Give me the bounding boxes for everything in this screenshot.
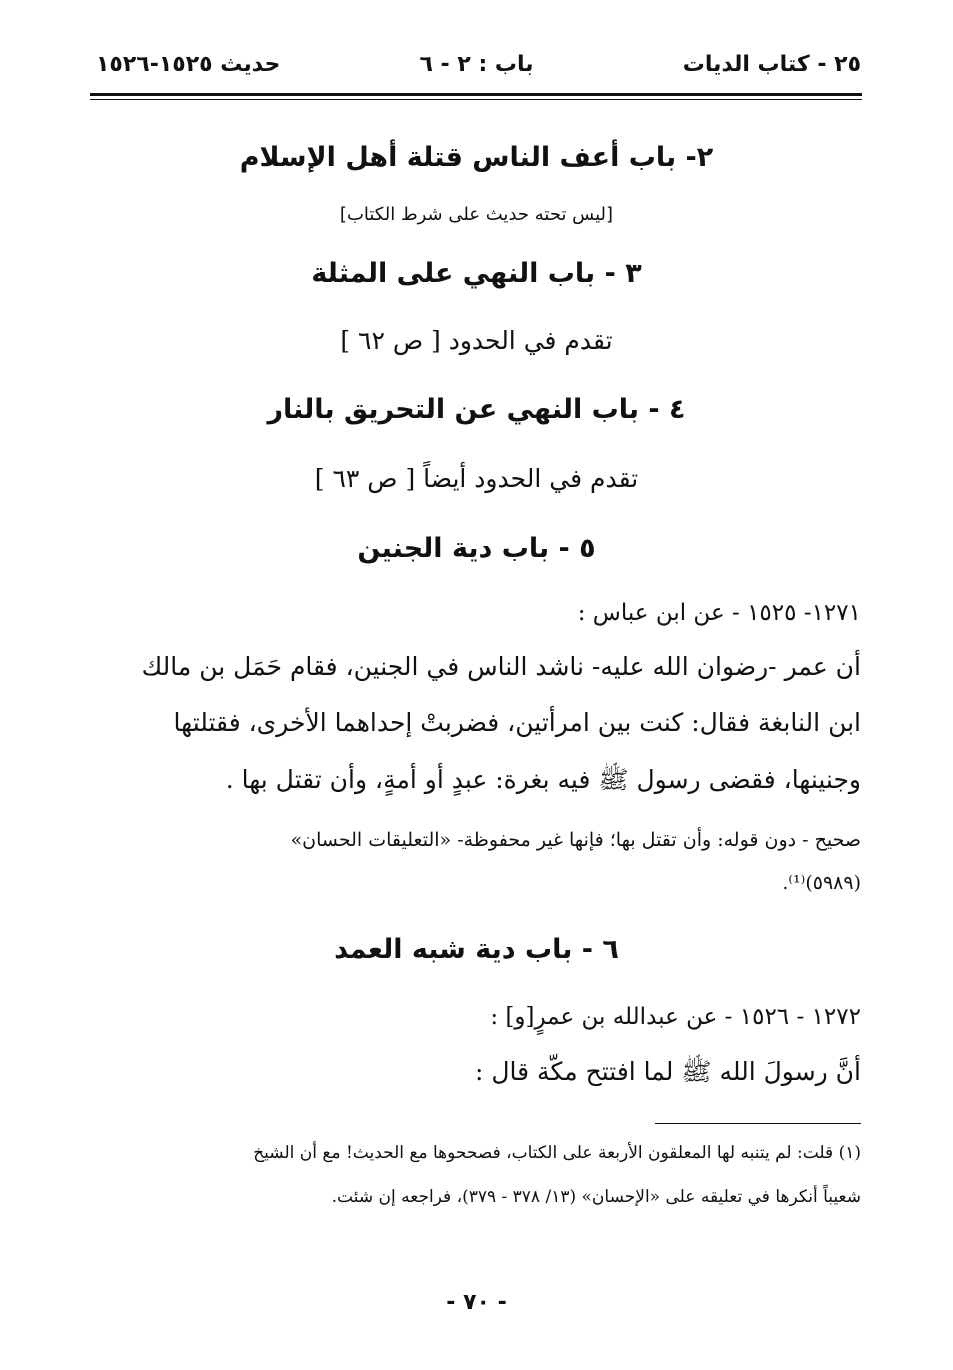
chapter-4-title: ٤ - باب النهي عن التحريق بالنار	[267, 394, 686, 425]
hadith-1271-grade-line-2: (٥٩٨٩)⁽¹⁾.	[782, 872, 861, 894]
hadith-1271-line-1: أن عمر -رضوان الله عليه- ناشد الناس في الجنين، فقام حَمَل بن مالك	[141, 652, 861, 681]
hadith-1271-line-2: ابن النابغة فقال: كنت بين امرأتين، فضربتْ إحداهما الأخرى، فقتلتها	[173, 708, 861, 737]
footnote-separator	[655, 1123, 861, 1124]
page-number: - ٧٠ -	[446, 1290, 507, 1315]
header-rule-thick	[90, 93, 862, 96]
hadith-1272-number: ١٢٧٢ - ١٥٢٦ - عن عبدالله بن عمرٍ[و] :	[490, 1004, 861, 1030]
chapter-4-reference: تقدم في الحدود أيضاً [ ص ٦٣ ]	[314, 464, 639, 493]
hadith-1271-line-3: وجنينها، فقضى رسول ﷺ فيه بغرة: عبدٍ أو أمةٍ، وأن تقتل بها .	[225, 765, 861, 794]
chapter-5-title: ٥ - باب دية الجنين	[357, 533, 596, 564]
footnote-1-line-1: (١) قلت: لم يتنبه لها المعلقون الأربعة على الكتاب، فصححوها مع الحديث! مع أن الشيخ	[253, 1143, 861, 1163]
hadith-1271-number: ١٢٧١- ١٥٢٥ - عن ابن عباس :	[577, 600, 861, 626]
hadith-1272-line-1: أنَّ رسولَ الله ﷺ لما افتتح مكّة قال :	[475, 1057, 861, 1086]
running-header-hadith-range: حديث ١٥٢٥-١٥٢٦	[96, 52, 281, 77]
chapter-3-title: ٣ - باب النهي على المثلة	[311, 258, 642, 289]
chapter-3-reference: تقدم في الحدود [ ص ٦٢ ]	[340, 326, 613, 355]
hadith-1271-grade-line-1: صحيح - دون قوله: وأن تقتل بها؛ فإنها غير محفوظة- «التعليقات الحسان»	[290, 829, 861, 851]
footnote-1-line-2: شعيباً أنكرها في تعليقه على «الإحسان» (١٣/ ٣٧٨ - ٣٧٩)، فراجعه إن شئت.	[331, 1187, 861, 1207]
running-header-book-title: ٢٥ - كتاب الديات	[682, 52, 861, 77]
chapter-2-note: [ليس تحته حديث على شرط الكتاب]	[339, 204, 614, 225]
chapter-6-title: ٦ - باب دية شبه العمد	[334, 934, 619, 965]
running-header-chapter-range: باب : ٢ - ٦	[419, 52, 534, 77]
header-rule-thin	[90, 99, 862, 100]
chapter-2-title: ٢- باب أعف الناس قتلة أهل الإسلام	[239, 142, 714, 173]
